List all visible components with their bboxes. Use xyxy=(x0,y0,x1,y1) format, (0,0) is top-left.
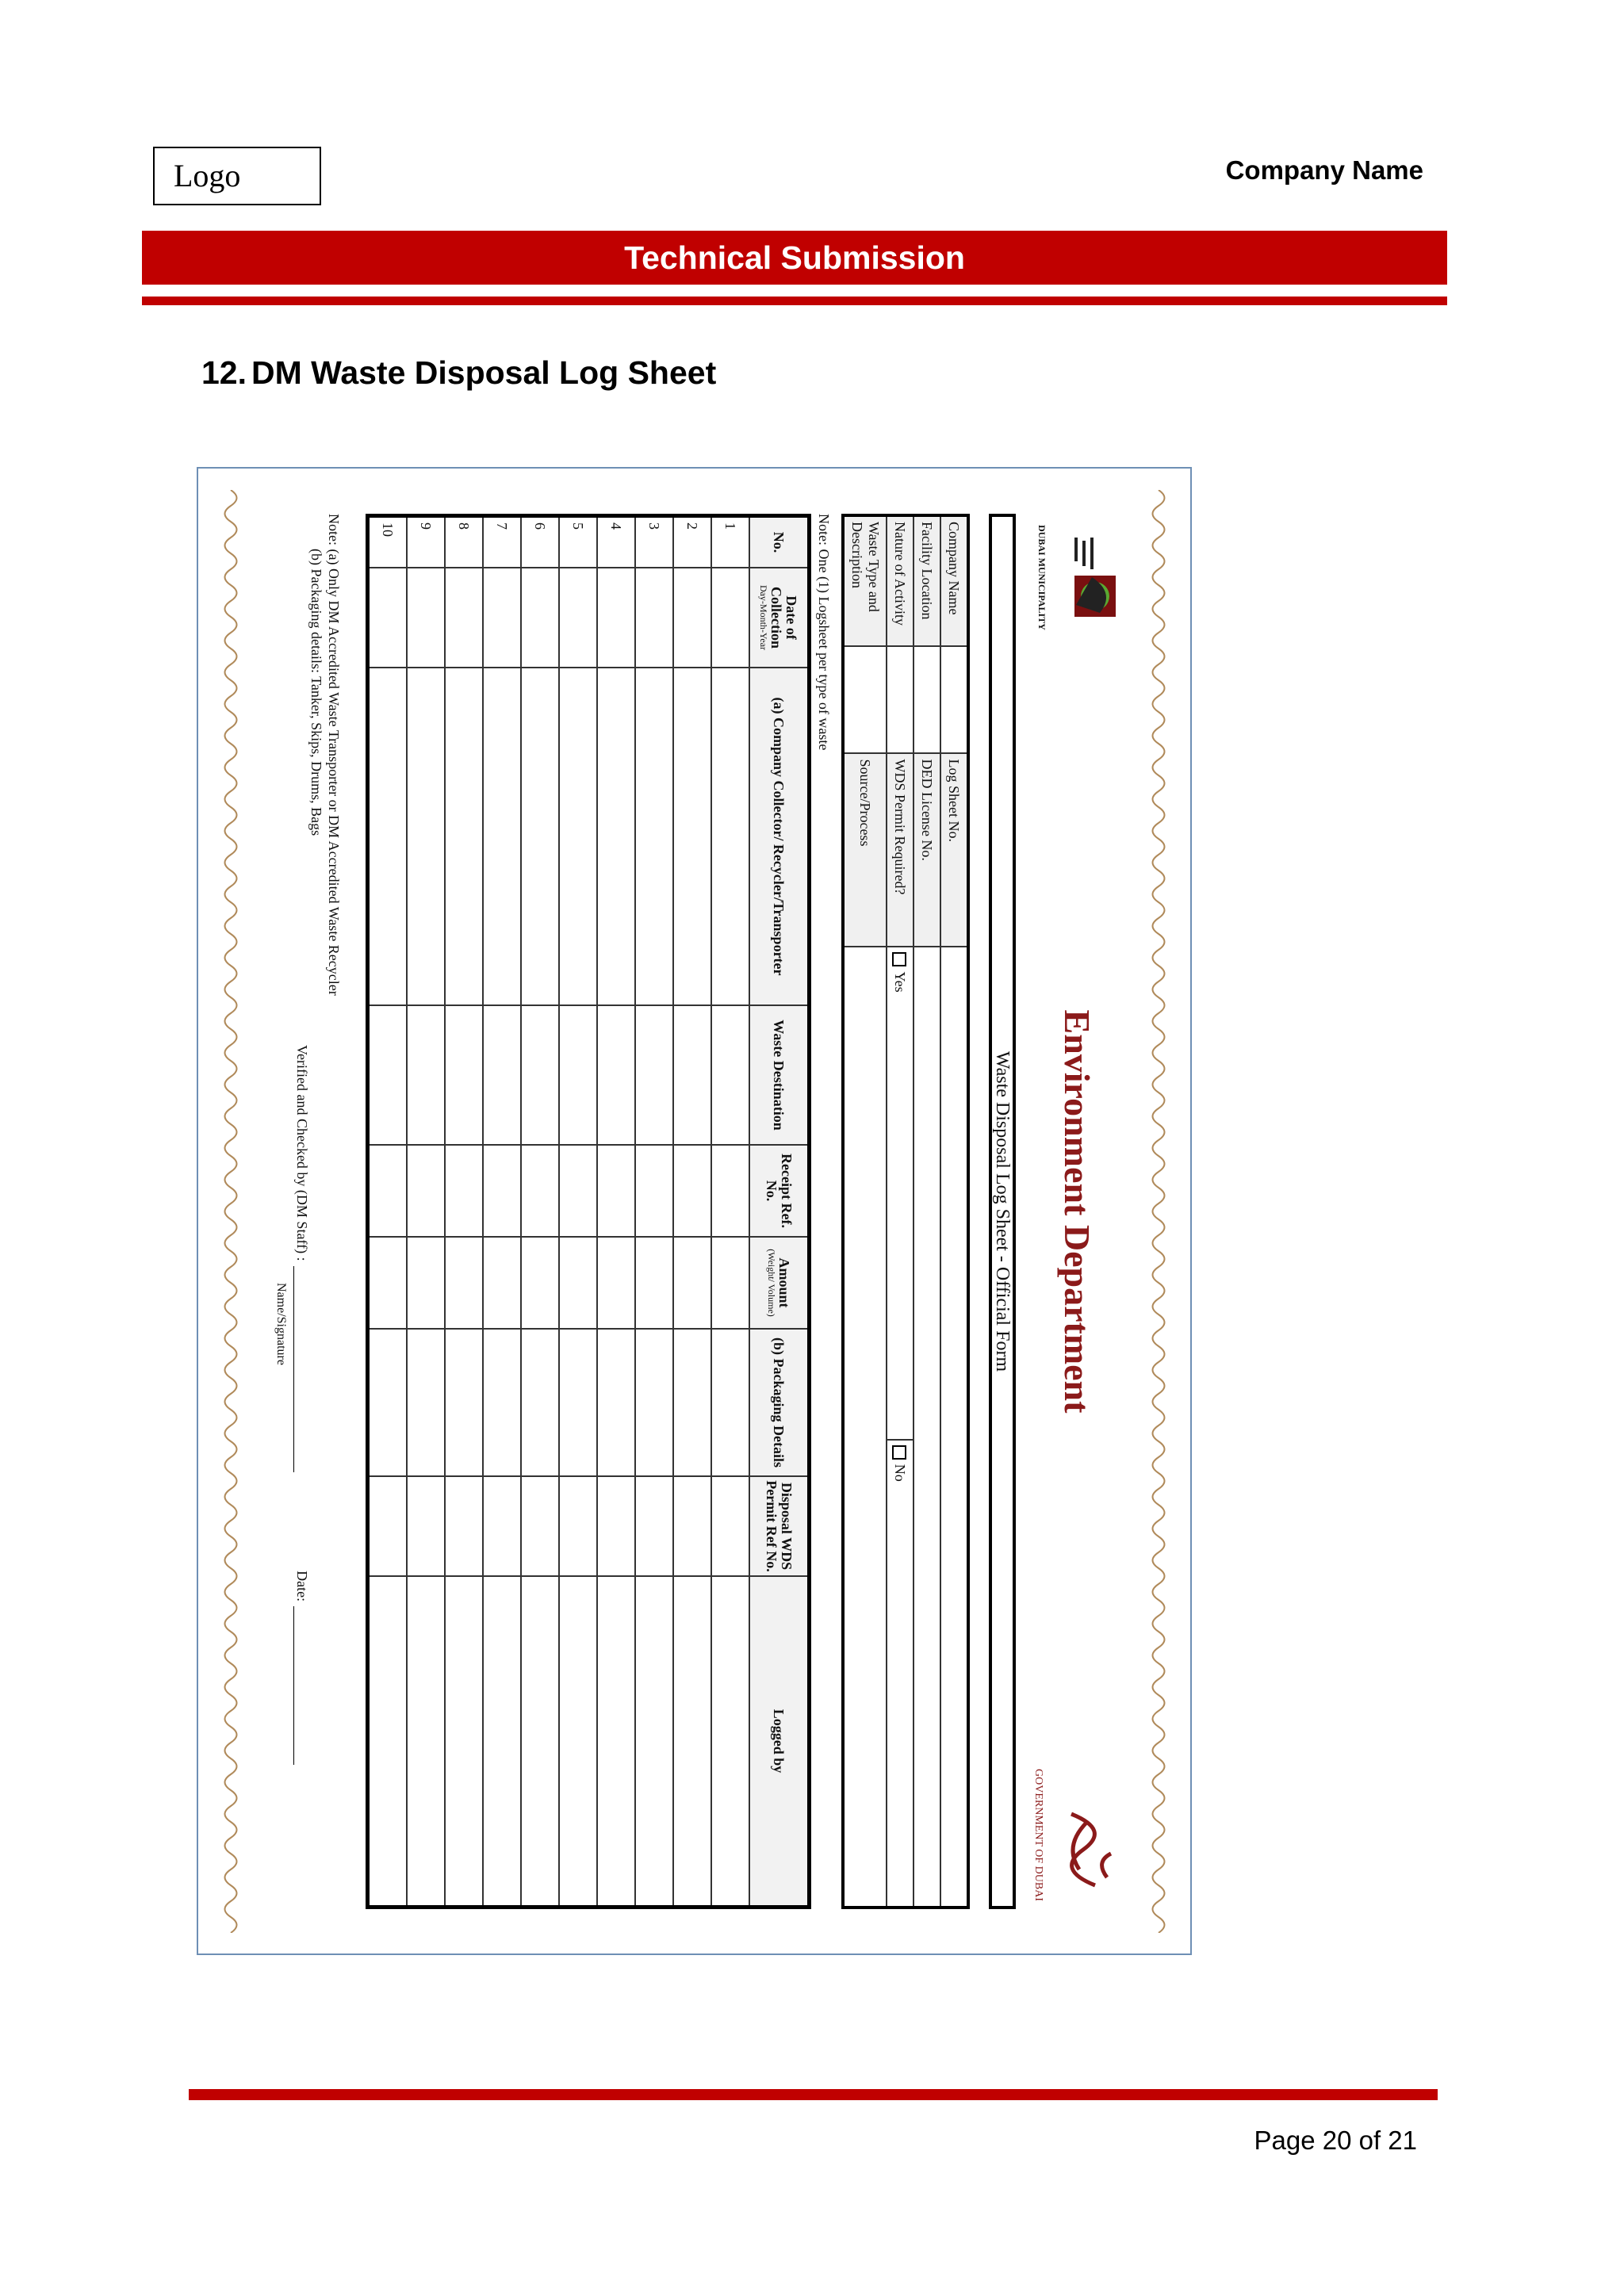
log-cell[interactable] xyxy=(367,1005,407,1145)
form-image xyxy=(197,467,1192,1955)
log-cell[interactable] xyxy=(483,1576,521,1908)
info-label: DED License No. xyxy=(914,753,940,947)
log-cell[interactable] xyxy=(367,1145,407,1237)
log-cell[interactable] xyxy=(445,1005,483,1145)
info-row xyxy=(843,515,887,1908)
log-cell[interactable] xyxy=(635,1329,673,1476)
checkbox-icon[interactable] xyxy=(891,1445,906,1459)
log-cell[interactable] xyxy=(673,1005,711,1145)
info-value[interactable] xyxy=(914,947,940,1908)
log-cell[interactable] xyxy=(559,568,597,668)
log-cell[interactable] xyxy=(673,668,711,1005)
form-title: Waste Disposal Log Sheet - Official Form xyxy=(989,514,1016,1909)
rotated-form xyxy=(215,490,1174,1933)
logo-placeholder: Logo xyxy=(153,147,321,205)
log-cell[interactable] xyxy=(711,1237,749,1329)
decorative-border-bottom xyxy=(215,490,247,1933)
log-cell[interactable] xyxy=(635,1237,673,1329)
log-cell[interactable] xyxy=(711,1329,749,1476)
log-cell[interactable] xyxy=(407,1237,445,1329)
log-cell[interactable] xyxy=(597,1329,635,1476)
log-cell[interactable] xyxy=(559,1145,597,1237)
log-cell[interactable] xyxy=(597,668,635,1005)
log-cell[interactable] xyxy=(407,1329,445,1476)
log-cell[interactable] xyxy=(445,568,483,668)
col-amount: Amount (Weight/ Volume) xyxy=(749,1237,810,1329)
col-permit: Disposal WDS Permit Ref No. xyxy=(749,1476,810,1576)
col-destination: Waste Destination xyxy=(749,1005,810,1145)
log-cell[interactable] xyxy=(559,1329,597,1476)
col-packaging: (b) Packaging Details xyxy=(749,1329,810,1476)
info-label: Source/Process xyxy=(843,753,887,947)
info-value[interactable] xyxy=(940,947,968,1908)
checkbox-icon[interactable] xyxy=(891,952,906,966)
log-cell[interactable] xyxy=(559,1237,597,1329)
info-value[interactable] xyxy=(843,947,887,1908)
log-row xyxy=(407,515,445,1907)
info-row xyxy=(887,515,914,1908)
log-cell[interactable] xyxy=(597,568,635,668)
government-calligraphy-logo xyxy=(1048,1806,1127,1901)
row-number: 2 xyxy=(673,515,711,568)
note-b: (b) Packaging details: Tanker, Skips, Drums, Bags xyxy=(308,548,324,836)
log-cell[interactable] xyxy=(367,568,407,668)
col-receipt: Receipt Ref. No. xyxy=(749,1145,810,1237)
row-number: 8 xyxy=(445,515,483,568)
log-cell[interactable] xyxy=(673,1476,711,1576)
log-cell[interactable] xyxy=(597,1576,635,1908)
log-cell[interactable] xyxy=(711,1576,749,1908)
log-cell[interactable] xyxy=(407,668,445,1005)
log-cell[interactable] xyxy=(483,1237,521,1329)
log-row xyxy=(673,515,711,1907)
log-cell[interactable] xyxy=(597,1237,635,1329)
company-info-table xyxy=(841,514,970,1909)
log-cell[interactable] xyxy=(407,1576,445,1908)
log-cell[interactable] xyxy=(445,1476,483,1576)
row-number: 5 xyxy=(559,515,597,568)
info-value[interactable] xyxy=(940,646,968,753)
log-row xyxy=(445,515,483,1907)
info-label: Log Sheet No. xyxy=(940,753,968,947)
log-cell[interactable] xyxy=(367,1476,407,1576)
log-cell[interactable] xyxy=(483,1005,521,1145)
log-cell[interactable] xyxy=(711,1476,749,1576)
log-cell[interactable] xyxy=(635,568,673,668)
section-heading xyxy=(201,354,716,392)
log-cell[interactable] xyxy=(483,1476,521,1576)
log-cell[interactable] xyxy=(635,1145,673,1237)
info-label: Company Name xyxy=(940,515,968,646)
info-row xyxy=(914,515,940,1908)
log-cell[interactable] xyxy=(711,1005,749,1145)
date-field[interactable] xyxy=(293,1606,294,1765)
date-label: Date: xyxy=(293,1570,310,1601)
log-row xyxy=(559,515,597,1907)
log-row xyxy=(483,515,521,1907)
log-cell[interactable] xyxy=(407,1476,445,1576)
log-cell[interactable] xyxy=(483,568,521,668)
section-title: DM Waste Disposal Log Sheet xyxy=(251,354,717,391)
log-cell[interactable] xyxy=(367,668,407,1005)
log-cell[interactable] xyxy=(673,1237,711,1329)
department-title: Environment Department xyxy=(1056,1009,1097,1413)
log-cell[interactable] xyxy=(445,1145,483,1237)
log-cell[interactable] xyxy=(367,1237,407,1329)
col-company: (a) Company Collector/ Recycler/Transporter xyxy=(749,668,810,1005)
row-number: 3 xyxy=(635,515,673,568)
info-value[interactable] xyxy=(843,646,887,753)
log-cell[interactable] xyxy=(559,1576,597,1908)
log-cell[interactable] xyxy=(445,1576,483,1908)
note-a: Note: (a) Only DM Accredited Waste Transporter or DM Accredited Waste Recycler xyxy=(325,513,342,996)
info-label: Waste Type and Description xyxy=(843,515,887,646)
row-number: 6 xyxy=(521,515,559,568)
log-cell[interactable] xyxy=(673,1145,711,1237)
log-cell[interactable] xyxy=(597,1476,635,1576)
no-option[interactable]: No xyxy=(887,1439,914,1907)
dm-logo-text: DUBAI MUNICIPALITY xyxy=(1036,524,1048,630)
verification-line xyxy=(293,1045,310,1765)
log-cell[interactable] xyxy=(635,1005,673,1145)
log-cell[interactable] xyxy=(711,568,749,668)
log-cell[interactable] xyxy=(673,568,711,668)
log-cell[interactable] xyxy=(559,1476,597,1576)
log-cell[interactable] xyxy=(673,1329,711,1476)
row-number: 10 xyxy=(367,515,407,568)
info-label: WDS Permit Required? xyxy=(887,753,914,947)
page-number: Page 20 of 21 xyxy=(1254,2126,1417,2155)
info-row xyxy=(940,515,968,1908)
verified-label: Verified and Checked by (DM Staff) : xyxy=(293,1044,310,1261)
info-label: Nature of Activity xyxy=(887,515,914,646)
log-cell[interactable] xyxy=(521,568,559,668)
log-cell[interactable] xyxy=(711,668,749,1005)
yes-option[interactable]: Yes xyxy=(887,947,914,1439)
title-banner: Technical Submission xyxy=(142,231,1447,285)
log-row xyxy=(711,515,749,1907)
section-number: 12. xyxy=(201,354,247,391)
row-number: 4 xyxy=(597,515,635,568)
log-cell[interactable] xyxy=(445,1237,483,1329)
info-label: Facility Location xyxy=(914,515,940,646)
title-rule xyxy=(142,297,1447,305)
log-cell[interactable] xyxy=(367,1329,407,1476)
log-cell[interactable] xyxy=(521,1005,559,1145)
log-cell[interactable] xyxy=(635,668,673,1005)
log-cell[interactable] xyxy=(559,668,597,1005)
form-header xyxy=(1024,514,1127,1909)
log-cell[interactable] xyxy=(673,1576,711,1908)
log-cell[interactable] xyxy=(597,1145,635,1237)
log-cell[interactable] xyxy=(407,1145,445,1237)
log-cell[interactable] xyxy=(407,1005,445,1145)
name-signature-label: Name/Signature xyxy=(274,1282,288,1365)
log-row xyxy=(367,515,407,1907)
log-header-row xyxy=(749,515,810,1907)
row-number: 7 xyxy=(483,515,521,568)
log-cell[interactable] xyxy=(521,1576,559,1908)
log-cell[interactable] xyxy=(367,1576,407,1908)
log-row xyxy=(521,515,559,1907)
info-note: Note: One (1) Logsheet per type of waste xyxy=(815,513,832,750)
log-cell[interactable] xyxy=(483,1145,521,1237)
log-cell[interactable] xyxy=(407,568,445,668)
log-cell[interactable] xyxy=(559,1005,597,1145)
log-cell[interactable] xyxy=(483,668,521,1005)
log-cell[interactable] xyxy=(711,1145,749,1237)
log-cell[interactable] xyxy=(483,1329,521,1476)
log-row xyxy=(597,515,635,1907)
verified-field[interactable] xyxy=(293,1265,294,1471)
company-name: Company Name xyxy=(1225,155,1423,185)
log-row xyxy=(635,515,673,1907)
col-logged: Logged by xyxy=(749,1576,810,1908)
log-cell[interactable] xyxy=(521,1476,559,1576)
disposal-log-table xyxy=(366,514,811,1909)
log-cell[interactable] xyxy=(521,1237,559,1329)
log-cell[interactable] xyxy=(521,1145,559,1237)
log-cell[interactable] xyxy=(445,668,483,1005)
form-notes xyxy=(307,514,341,996)
col-date: Date of Collection Day-Month-Year xyxy=(749,568,810,668)
row-number: 1 xyxy=(711,515,749,568)
col-no: No. xyxy=(749,515,810,568)
log-cell[interactable] xyxy=(521,1329,559,1476)
log-cell[interactable] xyxy=(597,1005,635,1145)
info-value[interactable] xyxy=(887,646,914,753)
government-text: GOVERNMENT OF DUBAI xyxy=(1032,1768,1044,1901)
info-value[interactable] xyxy=(914,646,940,753)
log-cell[interactable] xyxy=(521,668,559,1005)
log-cell[interactable] xyxy=(635,1476,673,1576)
row-number: 9 xyxy=(407,515,445,568)
decorative-border-top xyxy=(1143,490,1174,1933)
log-cell[interactable] xyxy=(635,1576,673,1908)
log-cell[interactable] xyxy=(445,1329,483,1476)
footer-rule xyxy=(189,2089,1438,2100)
